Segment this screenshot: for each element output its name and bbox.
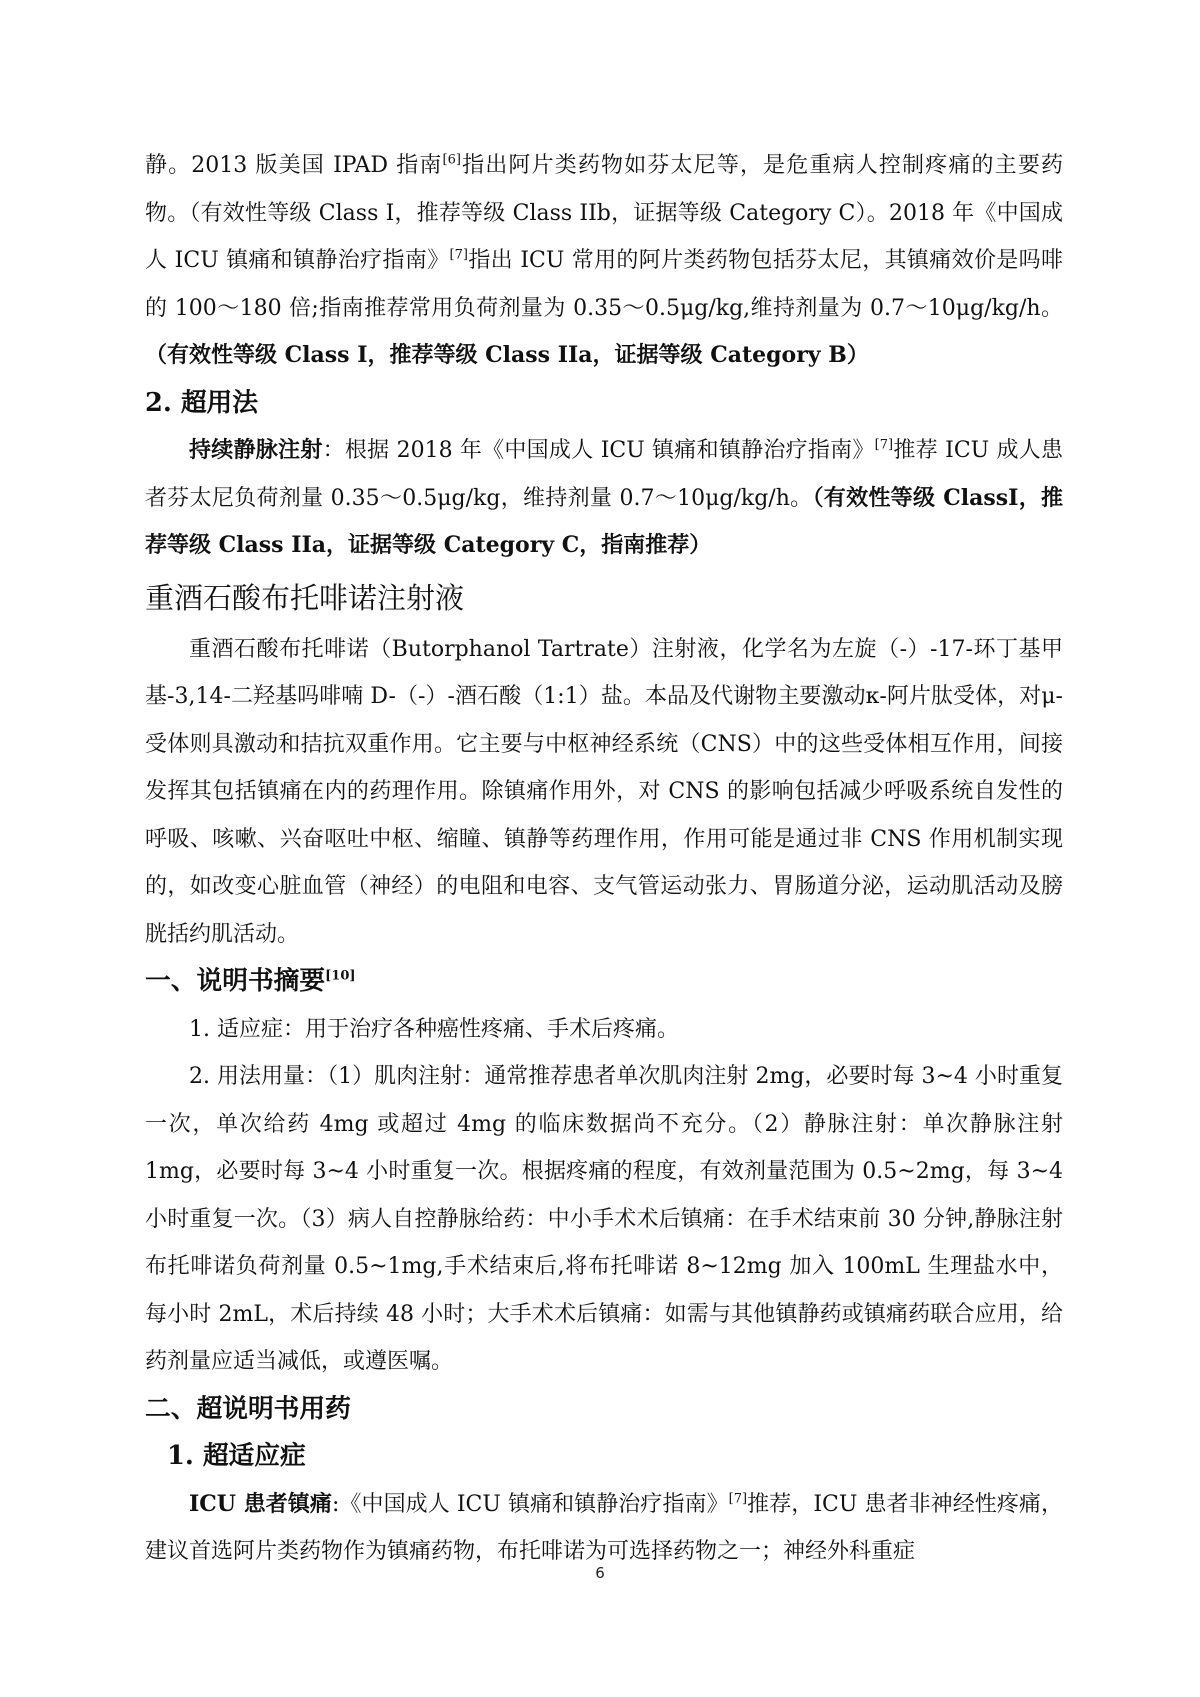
page-number: 6 [595, 1564, 605, 1582]
heading-off-label-indication: 1. 超适应症 [167, 1441, 306, 1471]
text-run: 静。2013 版美国 IPAD 指南 [145, 153, 443, 178]
text-run: 2. 用法用量：（1）肌肉注射：通常推荐患者单次肌肉注射 2mg，必要时每 3~4 小时重复一次，单次给药 4mg 或超过 4mg 的临床数据尚不充分。（2）静脉注射：单次静脉注射 1mg，必要时每 3~4 小时重复一次。根据疼痛的程度，有效剂量范围为 0.5~2mg，每 3~4 小时重复一次。（3）病人自控静脉给药：中小手术术后镇痛：在手术结束前 30 分钟,静脉注射布托啡诺负荷剂量 0.5~1mg,手术结束后,将布托啡诺 8~12mg 加入 100mL 生理盐水中，每小时 2mL，术后持续 48 小时；大手术术后镇痛：如需与其他镇静药或镇痛药联合应用，给药剂量应适当减低，或遵医嘱。 [145, 1064, 1063, 1374]
citation-ref: [7] [449, 247, 468, 263]
text-run: :《中国成人 ICU 镇痛和镇静治疗指南》 [331, 1491, 729, 1517]
citation-ref: [6] [442, 152, 461, 168]
text-run: 推荐 ICU 成人患者芬太尼负荷剂量 0.35～0.5μg/kg，维持剂量 0.7～10μg/kg/h。 [145, 438, 1063, 511]
bold-text: 持续静脉注射 [189, 437, 323, 463]
heading-off-label-use: 二、超说明书用药 [145, 1393, 351, 1424]
text-run: 重酒石酸布托啡诺（Butorphanol Tartrate）注射液，化学名为左旋（-）-17-环丁基甲基-3,14-二羟基吗啡喃 D-（-）-酒石酸（1:1）盐。本品及代谢物主要激动κ-阿片肽受体，对μ-受体则具激动和拮抗双重作用。它主要与中枢神经系统（CNS）中的这些受体相互作用，间接发挥其包括镇痛在内的药理作用。除镇痛作用外，对 CNS 的影响包括减少呼吸系统自发性的呼吸、咳嗽、兴奋呕吐中枢、缩瞳、镇静等药理作用，作用可能是通过非 CNS 作用机制实现的，如改变心脏血管（神经）的电阻和电容、支气管运动张力、胃肠道分泌，运动肌活动及膀胱括约肌活动。 [145, 636, 1063, 947]
paragraph-butorphanol-intro [145, 626, 1063, 959]
paragraph-continuous-iv [145, 427, 1063, 570]
text-run: 指出阿片类药物如芬太尼等，是危重病人控制疼痛的主要药物。（有效性等级 Class I，推荐等级 Class IIb，证据等级 Category C）。2018 年《中国成人 ICU 镇痛和镇静治疗指南》 [145, 153, 1063, 273]
heading-label-summary [145, 958, 1063, 1006]
paragraph-indications [145, 1006, 1063, 1054]
document-page [145, 142, 1063, 1576]
text-run: 1. 适应症：用于治疗各种癌性疼痛、手术后疼痛。 [189, 1016, 679, 1042]
citation-ref: [7] [728, 1491, 748, 1507]
text-run: 指出 ICU 常用的阿片类药物包括芬太尼，其镇痛效价是吗啡的 100～180 倍;指南推荐常用负荷剂量为 0.35～0.5μg/kg,维持剂量为 0.7～10μg/kg/h。 [145, 248, 1063, 321]
citation-ref: [7] [874, 437, 894, 453]
text-run: ：根据 2018 年《中国成人 ICU 镇痛和镇静治疗指南》 [322, 438, 875, 463]
bold-text: ICU 患者镇痛 [189, 1490, 332, 1517]
heading-off-label-dosage: 2. 超用法 [145, 387, 259, 418]
bold-text: （有效性等级 Class I，推荐等级 Class IIa，证据等级 Category B） [145, 342, 869, 368]
paragraph-fentanyl-continued [145, 142, 1063, 380]
paragraph-dosage [145, 1053, 1063, 1386]
paragraph-icu-analgesia [145, 1481, 1063, 1576]
text-run: 推荐，ICU 患者非神经性疼痛，建议首选阿片类药物作为镇痛药物，布托啡诺为可选择药物之一；神经外科重症 [145, 1491, 1063, 1564]
text-run: 一、说明书摘要 [145, 966, 326, 996]
heading-butorphanol: 重酒石酸布托啡诺注射液 [145, 580, 465, 615]
citation-ref: [10] [325, 968, 356, 984]
bold-text: （有效性等级 ClassI，推荐等级 Class IIa，证据等级 Category C，指南推荐） [145, 484, 1063, 558]
